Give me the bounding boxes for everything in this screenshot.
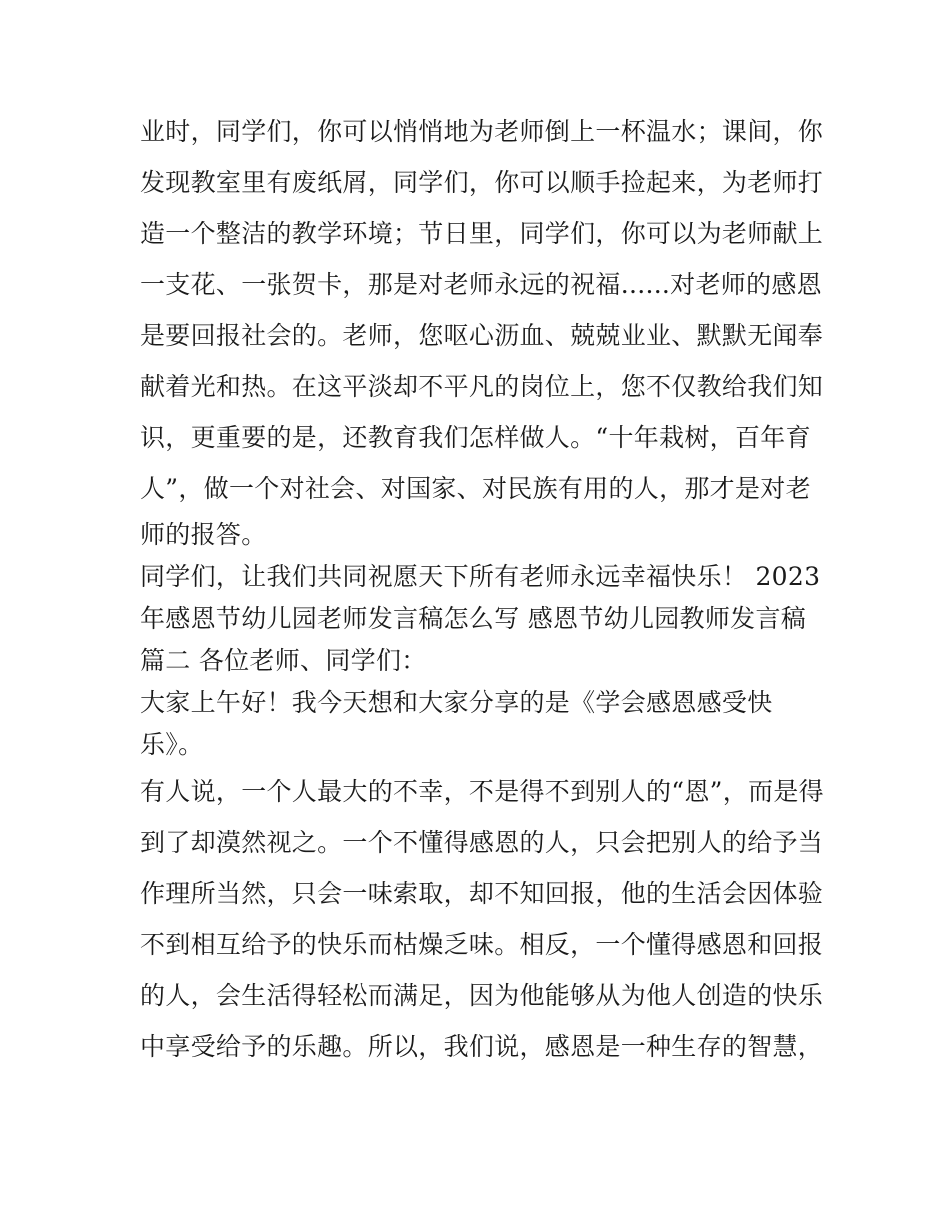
text-line: 一支花、一张贺卡，那是对老师永远的祝福......对老师的感恩	[140, 270, 822, 299]
text-line: 识，更重要的是，还教育我们怎样做人。“十年栽树，百年育	[140, 423, 811, 452]
text-line: 乐》。	[140, 730, 204, 759]
text-line: 造一个整洁的教学环境；节日里，同学们，你可以为老师献上	[140, 219, 824, 248]
text-line: 篇二 各位老师、同学们：	[140, 646, 427, 675]
text-line: 师的报答。	[140, 520, 267, 549]
body-text	[140, 106, 824, 1072]
text-line: 献着光和热。在这平淡却不平凡的岗位上，您不仅教给我们知	[140, 372, 824, 401]
text-line: 同学们，让我们共同祝愿天下所有老师永远幸福快乐！ 2023	[140, 562, 821, 591]
text-line: 到了却漠然视之。一个不懂得感恩的人，只会把别人的给予当	[140, 828, 824, 857]
text-line: 中享受给予的乐趣。所以，我们说，感恩是一种生存的智慧，	[140, 1032, 824, 1061]
text-line: 人”，做一个对社会、对国家、对民族有用的人，那才是对老	[140, 474, 811, 503]
text-line: 不到相互给予的快乐而枯燥乏味。相反，一个懂得感恩和回报	[140, 930, 824, 959]
text-line: 大家上午好！我今天想和大家分享的是《学会感恩感受快	[140, 688, 773, 717]
text-line: 作理所当然，只会一味索取，却不知回报，他的生活会因体验	[140, 879, 824, 908]
text-line: 业时，同学们，你可以悄悄地为老师倒上一杯温水；课间，你	[140, 117, 824, 146]
text-line: 的人，会生活得轻松而满足，因为他能够从为他人创造的快乐	[140, 981, 824, 1010]
text-line: 发现教室里有废纸屑，同学们，你可以顺手捡起来，为老师打	[140, 168, 824, 197]
text-line: 有人说，一个人最大的不幸，不是得不到别人的“恩”，而是得	[140, 777, 824, 806]
text-line: 是要回报社会的。老师，您呕心沥血、兢兢业业、默默无闻奉	[140, 321, 824, 350]
text-line: 年感恩节幼儿园老师发言稿怎么写 感恩节幼儿园教师发言稿	[140, 604, 807, 633]
